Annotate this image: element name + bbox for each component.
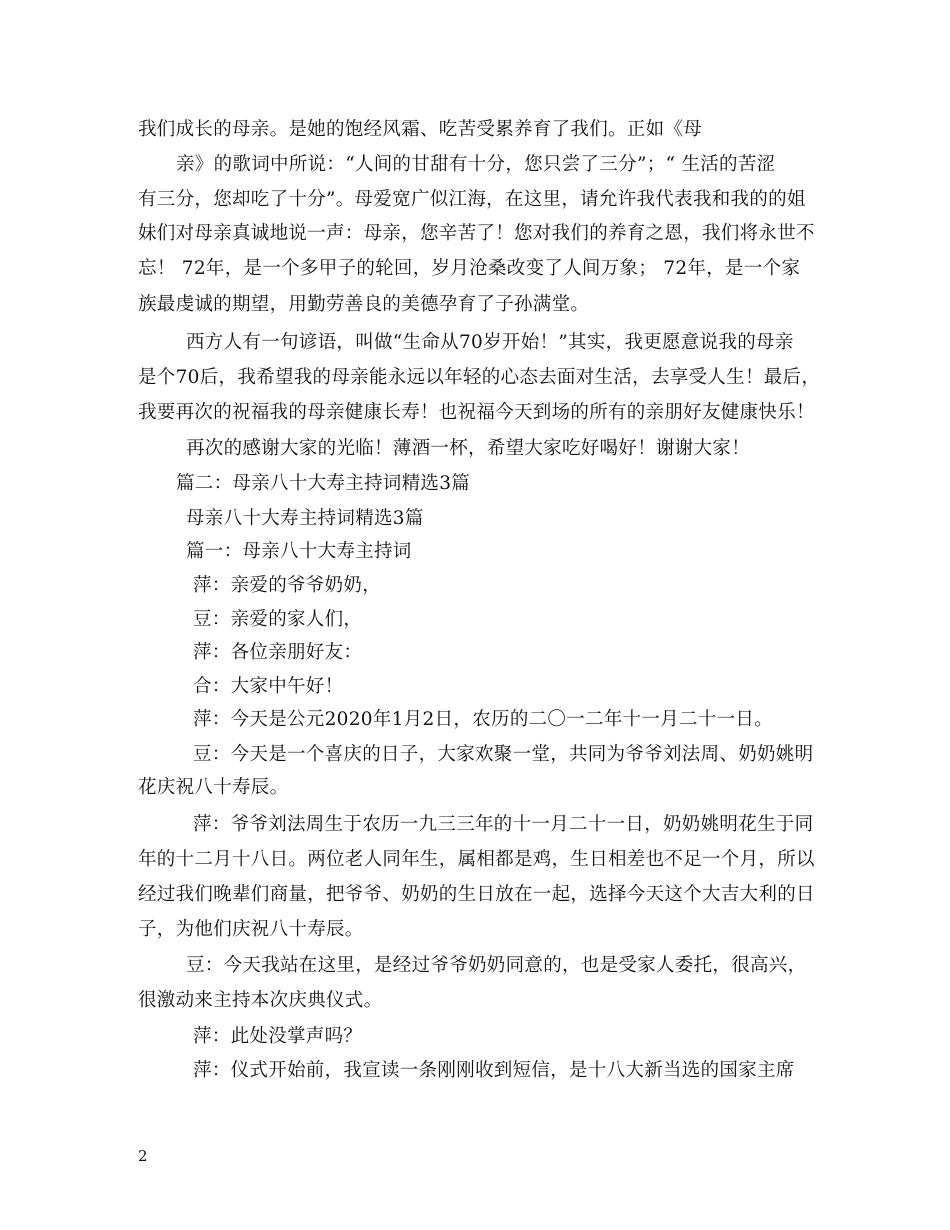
text-line: 合：大家中午好！ <box>193 676 344 697</box>
text-line: 萍：爷爷刘法周生于农历一九三三年的十一月二十一日，奶奶姚明花生于同 <box>193 814 814 835</box>
text-line: 很激动来主持本次庆典仪式。 <box>138 990 383 1011</box>
text-line: 豆：今天是一个喜庆的日子，大家欢聚一堂，共同为爷爷刘法周、奶奶姚明 <box>193 744 814 765</box>
text-line: 萍：仪式开始前，我宣读一条刚刚收到短信，是十八大新当选的国家主席 <box>193 1060 795 1081</box>
section-subtitle: 母亲八十大寿主持词精选3篇 <box>186 508 424 529</box>
page-number: 2 <box>138 1147 148 1165</box>
section-heading: 篇一：母亲八十大寿主持词 <box>186 541 412 562</box>
text-line: 年的十二月十八日。两位老人同年生，属相都是鸡，生日相差也不足一个月，所以 <box>138 849 815 870</box>
text-line: 经过我们晚辈们商量，把爷爷、奶奶的生日放在一起，选择今天这个大吉大利的日 <box>138 884 815 905</box>
text-line: 花庆祝八十寿辰。 <box>138 777 289 798</box>
text-line: 豆：今天我站在这里，是经过爷爷奶奶同意的，也是受家人委托，很高兴， <box>186 955 807 976</box>
text-line: 是个70后，我希望我的母亲能永远以年轻的心态去面对生活，去享受人生！最后， <box>138 367 821 388</box>
text-line: 萍：此处没掌声吗？ <box>193 1026 363 1047</box>
text-line: 豆：亲爱的家人们， <box>193 609 363 630</box>
text-line: 子，为他们庆祝八十寿辰。 <box>138 919 364 940</box>
text-line: 萍：亲爱的爷爷奶奶， <box>193 575 382 596</box>
text-line: 妹们对母亲真诚地说一声：母亲，您辛苦了！您对我们的养育之恩，我们将永世不 <box>138 223 815 244</box>
text-line: 西方人有一句谚语，叫做“生命从70岁开始！”其实，我更愿意说我的母亲 <box>186 332 794 353</box>
text-line: 萍：今天是公元2020年1月2日，农历的二〇一二年十一月二十一日。 <box>193 709 774 730</box>
text-line: 亲》的歌词中所说：“人间的甘甜有十分，您只尝了三分”；“ 生活的苦涩 <box>176 154 776 175</box>
text-line: 我要再次的祝福我的母亲健康长寿！也祝福今天到场的所有的亲朋好友健康快乐！ <box>138 402 815 423</box>
text-line: 我们成长的母亲。是她的饱经风霜、吃苦受累养育了我们。正如《母 <box>138 119 703 140</box>
section-heading: 篇二：母亲八十大寿主持词精选3篇 <box>176 473 471 494</box>
text-line: 族最虔诚的期望，用勤劳善良的美德孕育了子孙满堂。 <box>138 294 590 315</box>
text-line: 忘！ 72年，是一个多甲子的轮回，岁月沧桑改变了人间万象； 72年，是一个家 <box>138 258 801 279</box>
text-line: 再次的感谢大家的光临！薄酒一杯，希望大家吃好喝好！谢谢大家！ <box>186 438 751 459</box>
text-line: 有三分，您却吃了十分”。母爱宽广似江海，在这里，请允许我代表我和我的的姐 <box>138 189 806 210</box>
text-line: 萍：各位亲朋好友： <box>193 642 363 663</box>
